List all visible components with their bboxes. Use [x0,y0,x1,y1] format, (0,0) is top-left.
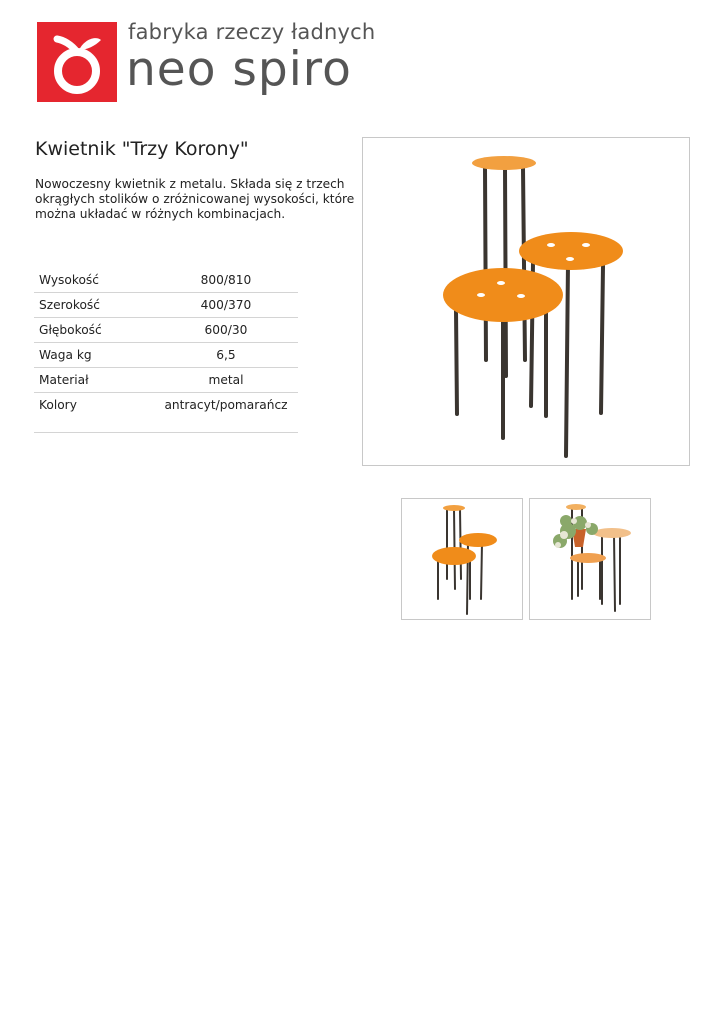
product-main-photo[interactable] [362,137,690,466]
product-title: Kwietnik "Trzy Korony" [35,138,249,160]
product-thumbnail-1[interactable] [401,498,523,620]
brand-name: neo spiro [126,42,352,97]
product-thumbnail-2[interactable] [529,498,651,620]
table-row [34,343,298,368]
table-row [34,393,298,433]
table-row [34,293,298,318]
brand-logo [37,20,376,105]
plant-stand-thumbnail [402,499,522,619]
product-description: Nowoczesny kwietnik z metalu. Składa się z trzech okrągłych stolików o zróżnicowanej wysokości, które można układać w różnych kombinacjach. [35,177,355,221]
spec-value: 400/370 [154,293,298,318]
spec-label: Kolory [34,393,154,433]
spec-value: antracyt/pomarańcz [154,393,298,433]
apple-logo-icon [37,22,117,102]
table-row [34,368,298,393]
specs-table [34,268,298,433]
spec-label: Waga kg [34,343,154,368]
spec-value: 6,5 [154,343,298,368]
brand-tagline: fabryka rzeczy ładnych [128,20,376,44]
spec-label: Wysokość [34,268,154,293]
spec-label: Materiał [34,368,154,393]
spec-value: metal [154,368,298,393]
spec-label: Głębokość [34,318,154,343]
spec-value: 800/810 [154,268,298,293]
plant-stand-with-plant-thumbnail [530,499,650,619]
plant-stand-illustration [363,138,689,465]
table-row [34,268,298,293]
table-row [34,318,298,343]
spec-label: Szerokość [34,293,154,318]
spec-value: 600/30 [154,318,298,343]
